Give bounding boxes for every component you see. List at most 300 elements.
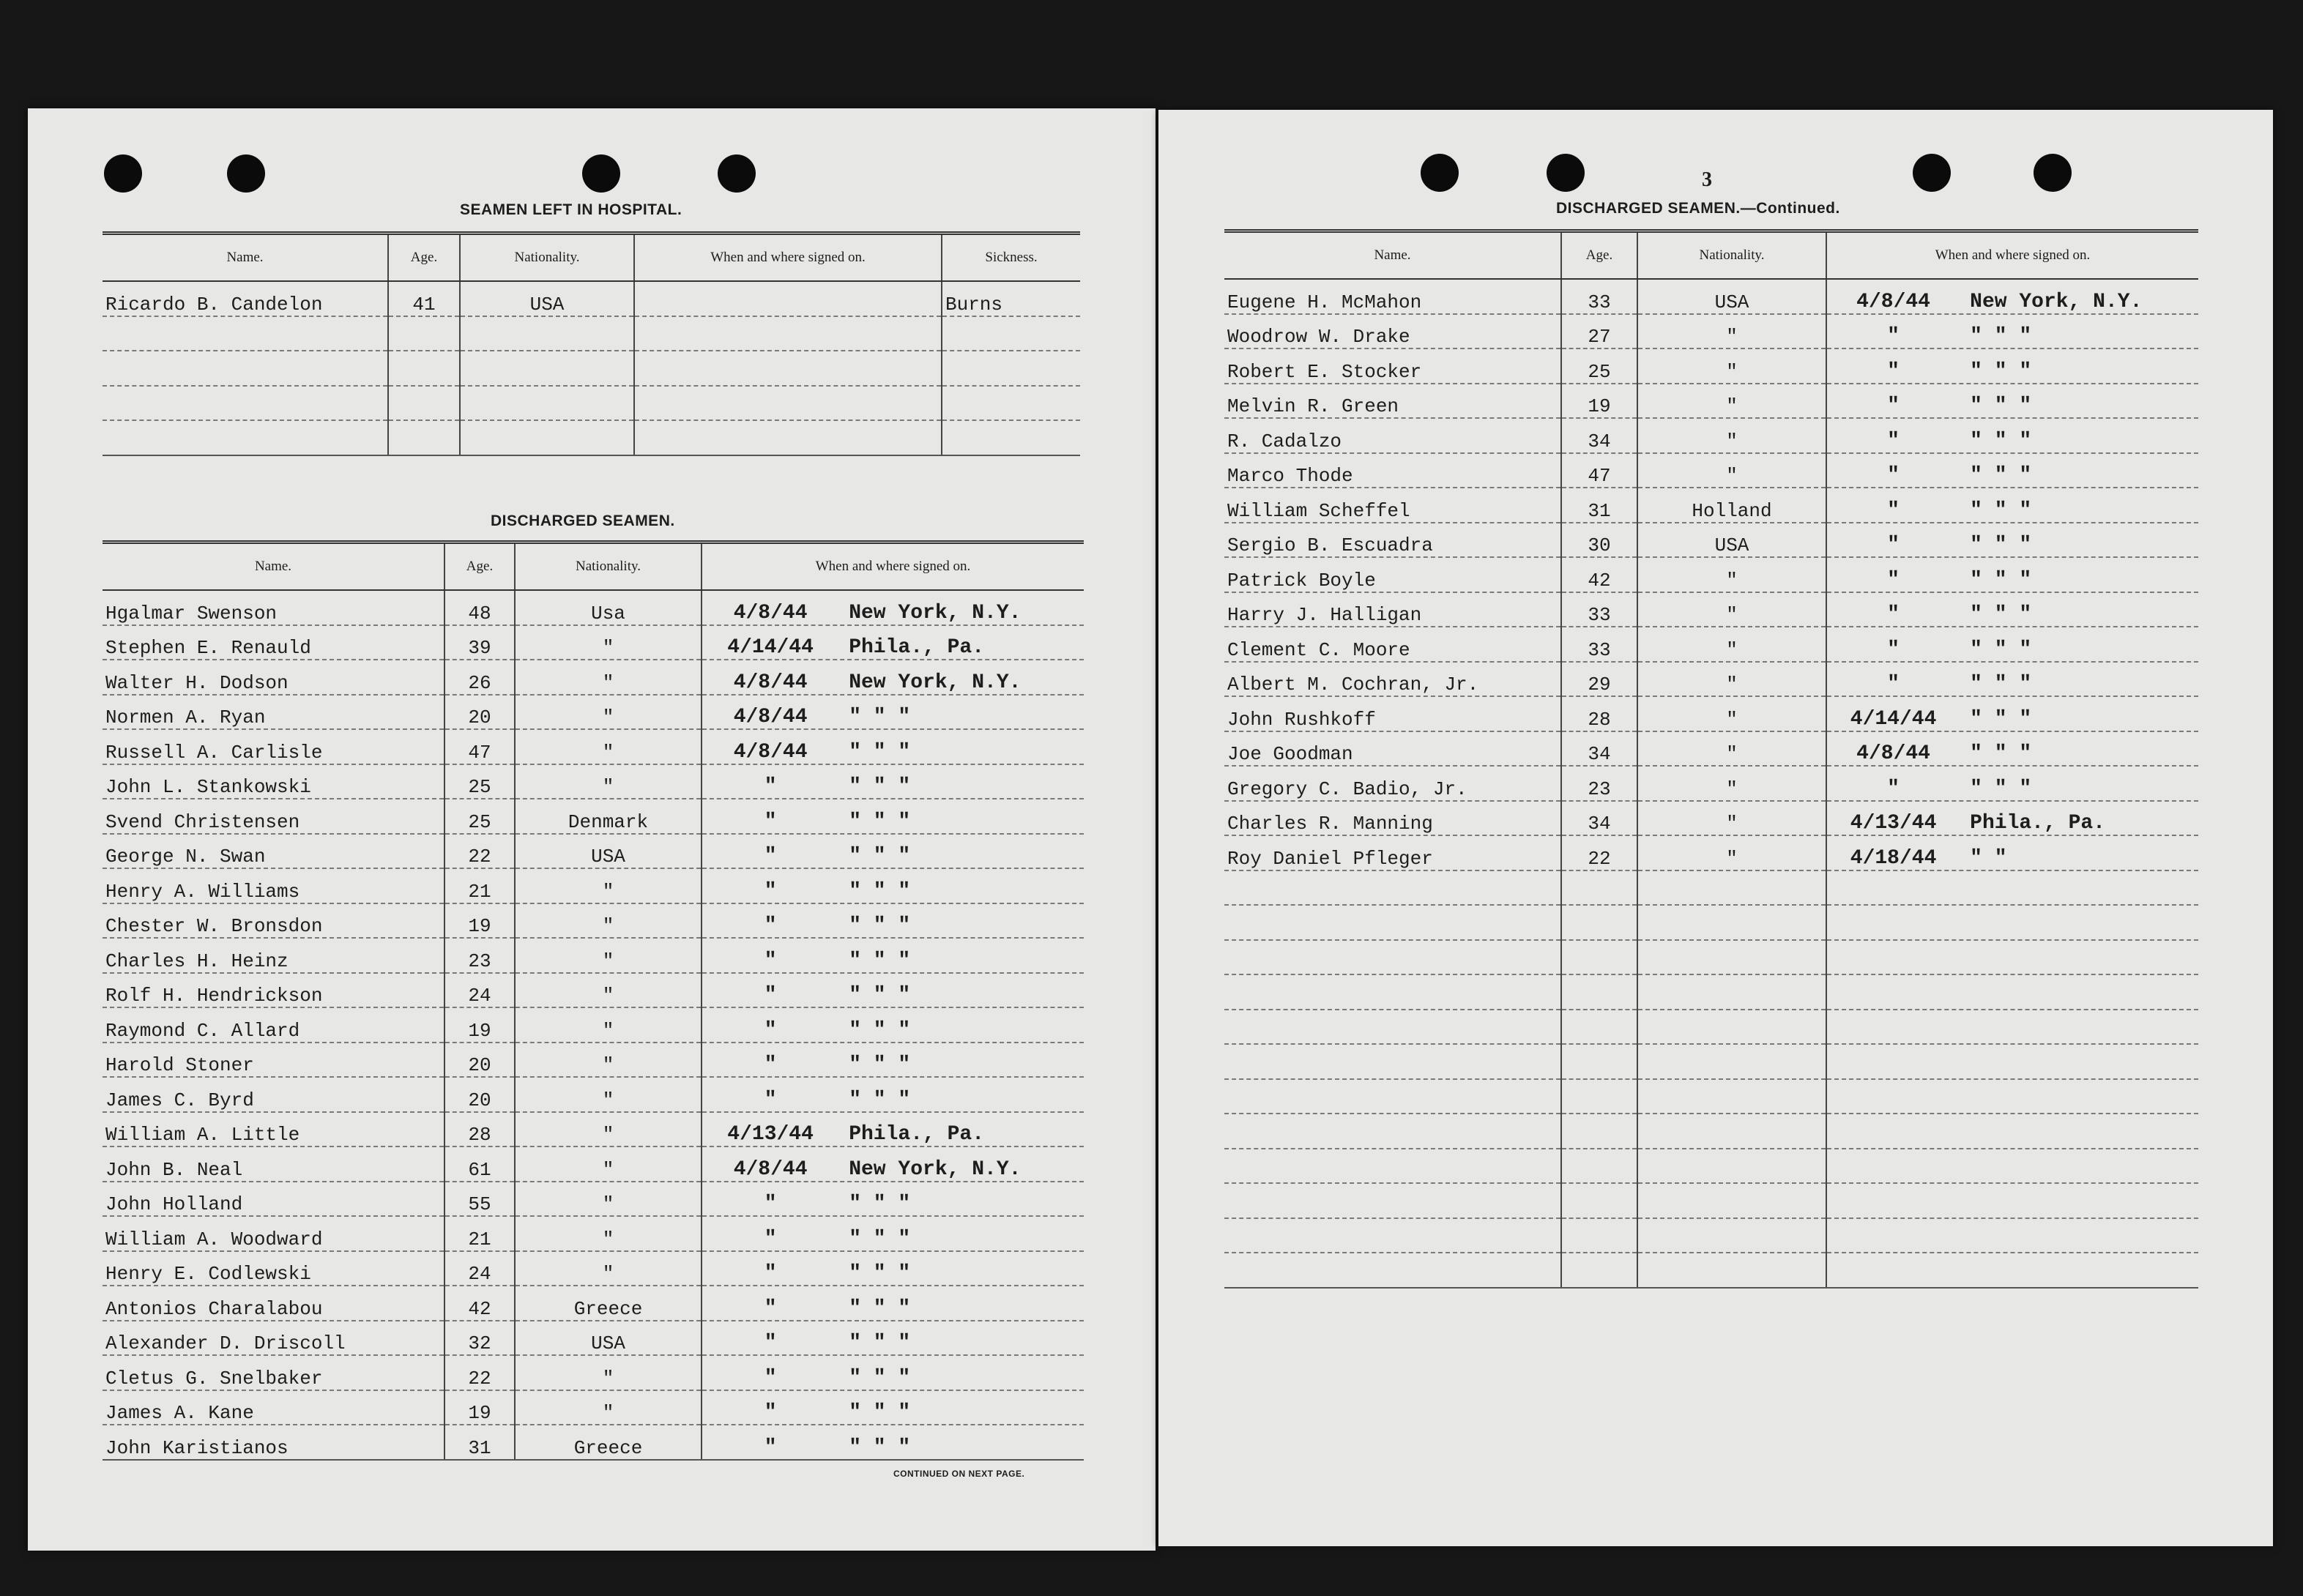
signed-on-date: 4/14/44 xyxy=(1850,707,1937,731)
signed-on-place: New York, N.Y. xyxy=(849,1157,1022,1181)
signed-on-place: Phila., Pa. xyxy=(849,1123,985,1146)
sickness xyxy=(942,316,1080,351)
column-header: When and where signed on. xyxy=(634,235,942,281)
table-row xyxy=(1224,940,2198,975)
signed-on-place: New York, N.Y. xyxy=(849,601,1022,624)
seaman-name: Henry A. Williams xyxy=(103,868,444,903)
signed-on-cell xyxy=(1826,1218,2198,1253)
seaman-name xyxy=(103,420,388,455)
seaman-name: Robert E. Stocker xyxy=(1224,348,1561,384)
seaman-nationality: " xyxy=(515,1355,702,1390)
seaman-nationality xyxy=(460,386,634,421)
seaman-nationality: " xyxy=(515,1077,702,1112)
seaman-age: 26 xyxy=(444,660,515,695)
seaman-nationality xyxy=(1637,1114,1826,1149)
table-row xyxy=(103,868,1084,903)
signed-on-cell xyxy=(702,868,1084,903)
table-row xyxy=(103,1425,1084,1460)
column-header: When and where signed on. xyxy=(1826,233,2198,279)
table-row xyxy=(1224,1079,2198,1114)
table-row xyxy=(103,351,1080,386)
seaman-nationality: Greece xyxy=(515,1286,702,1321)
seaman-age: 22 xyxy=(444,1355,515,1390)
seaman-nationality: " xyxy=(515,1007,702,1043)
signed-on-cell xyxy=(702,1112,1084,1147)
table-row xyxy=(103,1251,1084,1286)
table-row xyxy=(1224,662,2198,697)
seaman-name: John Karistianos xyxy=(103,1425,444,1460)
seaman-name: James C. Byrd xyxy=(103,1077,444,1112)
hospital-table xyxy=(103,231,1080,456)
seaman-nationality xyxy=(1637,974,1826,1010)
seaman-name: Woodrow W. Drake xyxy=(1224,314,1561,349)
signed-on-place: " " " xyxy=(849,1297,911,1320)
signed-on-place: " " " xyxy=(849,914,911,937)
seaman-age: 20 xyxy=(444,695,515,730)
signed-on-date: " xyxy=(1887,673,1900,696)
seaman-name: Svend Christensen xyxy=(103,799,444,834)
signed-on-place: " " " xyxy=(849,740,911,764)
signed-on-place: " " " xyxy=(849,706,911,728)
seaman-age: 31 xyxy=(1561,488,1637,523)
table-row xyxy=(103,1007,1084,1043)
seaman-name: Clement C. Moore xyxy=(1224,627,1561,662)
seaman-nationality: USA xyxy=(1637,279,1826,314)
seaman-nationality: Usa xyxy=(515,590,702,625)
seaman-nationality: " xyxy=(1637,766,1826,801)
table-row xyxy=(1224,348,2198,384)
seaman-age xyxy=(388,386,460,421)
signed-on-place: " " " xyxy=(1970,742,2032,765)
seaman-nationality: " xyxy=(515,660,702,695)
signed-on-cell xyxy=(1826,974,2198,1010)
signed-on-place: " " " xyxy=(849,810,911,833)
signed-on-cell xyxy=(1826,488,2198,523)
column-header: Age. xyxy=(388,235,460,281)
seaman-name: Sergio B. Escuadra xyxy=(1224,523,1561,558)
seaman-name: Normen A. Ryan xyxy=(103,695,444,730)
seaman-name xyxy=(1224,974,1561,1010)
column-header: Nationality. xyxy=(515,544,702,590)
column-header: Name. xyxy=(103,235,388,281)
seaman-name xyxy=(1224,940,1561,975)
table-row xyxy=(1224,766,2198,801)
punch-hole xyxy=(718,154,756,193)
signed-on-date: " xyxy=(1887,534,1900,556)
signed-on-date: " xyxy=(764,1262,777,1285)
signed-on-date: " xyxy=(764,1088,777,1111)
signed-on-cell xyxy=(702,660,1084,695)
signed-on-cell xyxy=(1826,940,2198,975)
table-row xyxy=(103,1390,1084,1425)
seaman-age: 41 xyxy=(388,281,460,316)
seaman-nationality: " xyxy=(515,1251,702,1286)
signed-on-cell xyxy=(702,590,1084,625)
signed-on-cell xyxy=(1826,1044,2198,1079)
seaman-name: John B. Neal xyxy=(103,1146,444,1182)
signed-on-place: " " " xyxy=(1970,534,2032,556)
signed-on-cell xyxy=(634,281,942,316)
table-row xyxy=(103,1112,1084,1147)
signed-on-cell xyxy=(1826,731,2198,767)
signed-on-date: 4/13/44 xyxy=(1850,812,1937,835)
signed-on-cell xyxy=(1826,279,2198,314)
signed-on-cell xyxy=(702,1146,1084,1182)
seaman-age: 33 xyxy=(1561,627,1637,662)
seaman-nationality xyxy=(1637,1044,1826,1079)
seaman-name: Roy Daniel Pfleger xyxy=(1224,835,1561,870)
seaman-nationality xyxy=(460,420,634,455)
table-row xyxy=(103,1216,1084,1251)
seaman-age xyxy=(1561,1010,1637,1045)
table-row xyxy=(103,1182,1084,1217)
right-page xyxy=(1158,110,2273,1546)
seaman-name: Cletus G. Snelbaker xyxy=(103,1355,444,1390)
table-row xyxy=(103,590,1084,625)
hospital-section-title: SEAMEN LEFT IN HOSPITAL. xyxy=(460,201,682,218)
signed-on-place: " " " xyxy=(1970,777,2032,800)
seaman-name: William Scheffel xyxy=(1224,488,1561,523)
seaman-age: 23 xyxy=(444,938,515,973)
column-header: When and where signed on. xyxy=(702,544,1084,590)
signed-on-cell xyxy=(702,1182,1084,1217)
table-row xyxy=(1224,1010,2198,1045)
seaman-age xyxy=(1561,1253,1637,1288)
signed-on-cell xyxy=(1826,1183,2198,1218)
signed-on-place: " " " xyxy=(849,1262,911,1285)
table-row xyxy=(1224,731,2198,767)
table-row xyxy=(1224,314,2198,349)
table-row xyxy=(1224,627,2198,662)
signed-on-cell xyxy=(702,1321,1084,1356)
signed-on-date: " xyxy=(1887,638,1900,661)
seaman-name: Alexander D. Driscoll xyxy=(103,1321,444,1356)
seaman-nationality: Denmark xyxy=(515,799,702,834)
signed-on-place: " " " xyxy=(849,1193,911,1215)
table-row xyxy=(103,281,1080,316)
signed-on-date: 4/8/44 xyxy=(733,1157,808,1181)
seaman-name: Harry J. Halligan xyxy=(1224,592,1561,627)
signed-on-date: " xyxy=(764,1436,777,1459)
signed-on-place: " " " xyxy=(849,1366,911,1390)
signed-on-date: " xyxy=(764,949,777,972)
continued-section-title: DISCHARGED SEAMEN.—Continued. xyxy=(1556,200,1840,217)
discharged-section-title: DISCHARGED SEAMEN. xyxy=(491,512,675,529)
seaman-name: Charles R. Manning xyxy=(1224,801,1561,836)
signed-on-cell xyxy=(1826,870,2198,906)
seaman-age xyxy=(1561,1079,1637,1114)
signed-on-date: " xyxy=(1887,395,1900,417)
seaman-nationality: " xyxy=(1637,731,1826,767)
signed-on-date: 4/14/44 xyxy=(727,636,814,659)
signed-on-cell xyxy=(702,625,1084,660)
seaman-name xyxy=(1224,1044,1561,1079)
column-header: Sickness. xyxy=(942,235,1080,281)
signed-on-place: " " " xyxy=(1970,707,2032,731)
signed-on-cell xyxy=(634,351,942,386)
seaman-name: R. Cadalzo xyxy=(1224,418,1561,453)
seaman-name: Gregory C. Badio, Jr. xyxy=(1224,766,1561,801)
signed-on-place: " " " xyxy=(1970,673,2032,696)
seaman-name: Melvin R. Green xyxy=(1224,384,1561,419)
signed-on-date: " xyxy=(1887,568,1900,592)
signed-on-cell xyxy=(702,1251,1084,1286)
table-row xyxy=(103,1043,1084,1078)
signed-on-place: " " " xyxy=(1970,638,2032,661)
table-row xyxy=(1224,905,2198,940)
signed-on-date: " xyxy=(764,914,777,937)
seaman-age: 32 xyxy=(444,1321,515,1356)
signed-on-cell xyxy=(702,1355,1084,1390)
table-row xyxy=(103,625,1084,660)
seaman-nationality: " xyxy=(515,1390,702,1425)
signed-on-cell xyxy=(702,1216,1084,1251)
seaman-age: 31 xyxy=(444,1425,515,1460)
signed-on-cell xyxy=(1826,592,2198,627)
signed-on-place: Phila., Pa. xyxy=(849,636,985,659)
seaman-name: Stephen E. Renauld xyxy=(103,625,444,660)
seaman-nationality: " xyxy=(1637,696,1826,731)
seaman-name: George N. Swan xyxy=(103,834,444,869)
column-header: Nationality. xyxy=(460,235,634,281)
table-row xyxy=(1224,453,2198,488)
seaman-nationality: USA xyxy=(460,281,634,316)
seaman-age: 20 xyxy=(444,1043,515,1078)
signed-on-place: " " " xyxy=(849,984,911,1007)
table-row xyxy=(1224,801,2198,836)
signed-on-cell xyxy=(1826,696,2198,731)
signed-on-cell xyxy=(1826,418,2198,453)
seaman-name: Marco Thode xyxy=(1224,453,1561,488)
seaman-nationality: " xyxy=(1637,592,1826,627)
signed-on-date: " xyxy=(764,1018,777,1042)
seaman-nationality: " xyxy=(1637,801,1826,836)
seaman-nationality xyxy=(1637,1010,1826,1045)
seaman-age: 19 xyxy=(444,1007,515,1043)
seaman-age: 25 xyxy=(1561,348,1637,384)
signed-on-date: " xyxy=(764,775,777,798)
table-row xyxy=(1224,557,2198,592)
signed-on-cell xyxy=(634,420,942,455)
table-row xyxy=(1224,1253,2198,1288)
signed-on-place: New York, N.Y. xyxy=(849,671,1022,694)
seaman-nationality: " xyxy=(1637,627,1826,662)
discharged-continued-table xyxy=(1224,229,2198,1289)
signed-on-place: " " " xyxy=(849,1088,911,1111)
seaman-nationality: " xyxy=(1637,384,1826,419)
table-row xyxy=(103,420,1080,455)
signed-on-date: " xyxy=(764,984,777,1007)
signed-on-date: " xyxy=(764,1193,777,1215)
seaman-name xyxy=(1224,1114,1561,1149)
seaman-nationality: " xyxy=(1637,662,1826,697)
page-number: 3 xyxy=(1702,168,1712,191)
signed-on-date: " xyxy=(1887,464,1900,487)
table-row xyxy=(103,1077,1084,1112)
seaman-name: Charles H. Heinz xyxy=(103,938,444,973)
punch-hole xyxy=(2034,154,2072,192)
signed-on-cell xyxy=(702,834,1084,869)
seaman-nationality: " xyxy=(515,973,702,1008)
seaman-name: Henry E. Codlewski xyxy=(103,1251,444,1286)
seaman-age: 34 xyxy=(1561,731,1637,767)
signed-on-place: " " " xyxy=(849,1227,911,1250)
seaman-name: John Holland xyxy=(103,1182,444,1217)
punch-hole xyxy=(1547,154,1585,192)
signed-on-place: " " " xyxy=(1970,359,2032,383)
seaman-nationality xyxy=(1637,940,1826,975)
seaman-age xyxy=(1561,1114,1637,1149)
column-header: Nationality. xyxy=(1637,233,1826,279)
signed-on-cell xyxy=(1826,523,2198,558)
table-row xyxy=(103,799,1084,834)
seaman-age xyxy=(1561,1218,1637,1253)
seaman-age: 55 xyxy=(444,1182,515,1217)
table-row xyxy=(1224,1149,2198,1184)
signed-on-date: " xyxy=(1887,603,1900,626)
seaman-nationality: " xyxy=(515,729,702,764)
signed-on-cell xyxy=(1826,1079,2198,1114)
seaman-age: 24 xyxy=(444,973,515,1008)
column-header: Name. xyxy=(103,544,444,590)
punch-hole xyxy=(1913,154,1951,192)
signed-on-cell xyxy=(702,1007,1084,1043)
signed-on-place: " " " xyxy=(1970,429,2032,452)
signed-on-place: " " " xyxy=(1970,603,2032,626)
seaman-nationality: Holland xyxy=(1637,488,1826,523)
seaman-age: 23 xyxy=(1561,766,1637,801)
signed-on-place: " " " xyxy=(1970,395,2032,417)
table-row xyxy=(103,1321,1084,1356)
seaman-age: 19 xyxy=(444,903,515,939)
seaman-nationality: " xyxy=(515,625,702,660)
signed-on-place: " " " xyxy=(849,1018,911,1042)
table-row xyxy=(103,938,1084,973)
signed-on-date: 4/8/44 xyxy=(1856,290,1930,313)
signed-on-cell xyxy=(702,973,1084,1008)
signed-on-place: " " " xyxy=(849,775,911,798)
seaman-age xyxy=(1561,1183,1637,1218)
signed-on-cell xyxy=(1826,384,2198,419)
discharged-table xyxy=(103,540,1084,1461)
seaman-age: 33 xyxy=(1561,279,1637,314)
table-row xyxy=(1224,870,2198,906)
seaman-age xyxy=(1561,974,1637,1010)
seaman-name: John Rushkoff xyxy=(1224,696,1561,731)
seaman-nationality: USA xyxy=(515,1321,702,1356)
punch-hole xyxy=(1421,154,1459,192)
signed-on-cell xyxy=(1826,314,2198,349)
table-row xyxy=(103,973,1084,1008)
seaman-nationality: " xyxy=(515,938,702,973)
signed-on-place: " " " xyxy=(1970,325,2032,348)
signed-on-place: " " " xyxy=(849,879,911,903)
signed-on-place: " " " xyxy=(1970,464,2032,487)
signed-on-place: " " " xyxy=(849,1436,911,1459)
seaman-age: 28 xyxy=(1561,696,1637,731)
seaman-nationality: " xyxy=(515,695,702,730)
seaman-age xyxy=(1561,905,1637,940)
seaman-age: 48 xyxy=(444,590,515,625)
seaman-age: 28 xyxy=(444,1112,515,1147)
seaman-age: 30 xyxy=(1561,523,1637,558)
signed-on-cell xyxy=(1826,627,2198,662)
punch-hole xyxy=(227,154,265,193)
table-row xyxy=(103,316,1080,351)
seaman-name: James A. Kane xyxy=(103,1390,444,1425)
seaman-name xyxy=(1224,870,1561,906)
seaman-nationality xyxy=(1637,1079,1826,1114)
seaman-nationality: USA xyxy=(1637,523,1826,558)
signed-on-date: " xyxy=(764,845,777,868)
seaman-age: 34 xyxy=(1561,801,1637,836)
seaman-name xyxy=(1224,1253,1561,1288)
seaman-nationality xyxy=(1637,1149,1826,1184)
seaman-age: 39 xyxy=(444,625,515,660)
table-row xyxy=(1224,592,2198,627)
seaman-name xyxy=(1224,1010,1561,1045)
signed-on-date: 4/8/44 xyxy=(733,740,808,764)
seaman-age: 47 xyxy=(444,729,515,764)
signed-on-date: 4/8/44 xyxy=(733,671,808,694)
seaman-age: 19 xyxy=(444,1390,515,1425)
seaman-nationality: " xyxy=(1637,453,1826,488)
signed-on-cell xyxy=(1826,453,2198,488)
signed-on-cell xyxy=(702,1043,1084,1078)
signed-on-date: " xyxy=(1887,429,1900,452)
seaman-nationality xyxy=(1637,1253,1826,1288)
table-row xyxy=(1224,974,2198,1010)
signed-on-cell xyxy=(1826,905,2198,940)
seaman-nationality xyxy=(460,316,634,351)
table-row xyxy=(1224,1044,2198,1079)
table-row xyxy=(103,1146,1084,1182)
table-row xyxy=(1224,1114,2198,1149)
seaman-name: Raymond C. Allard xyxy=(103,1007,444,1043)
signed-on-cell xyxy=(1826,557,2198,592)
signed-on-place: " " " xyxy=(1970,568,2032,592)
seaman-age: 34 xyxy=(1561,418,1637,453)
signed-on-date: 4/8/44 xyxy=(1856,742,1930,765)
seaman-nationality: Greece xyxy=(515,1425,702,1460)
seaman-nationality: " xyxy=(1637,418,1826,453)
signed-on-cell xyxy=(702,1425,1084,1460)
signed-on-cell xyxy=(634,386,942,421)
signed-on-cell xyxy=(1826,1114,2198,1149)
table-row xyxy=(103,1355,1084,1390)
seaman-age: 21 xyxy=(444,868,515,903)
seaman-nationality: " xyxy=(515,764,702,799)
punch-hole xyxy=(582,154,620,193)
seaman-name: Hgalmar Swenson xyxy=(103,590,444,625)
sickness: Burns xyxy=(942,281,1080,316)
seaman-name: John L. Stankowski xyxy=(103,764,444,799)
signed-on-place: New York, N.Y. xyxy=(1970,290,2143,313)
seaman-nationality xyxy=(1637,1183,1826,1218)
signed-on-date: " xyxy=(1887,777,1900,800)
seaman-age: 25 xyxy=(444,799,515,834)
signed-on-place: " " " xyxy=(849,1054,911,1076)
signed-on-cell xyxy=(702,903,1084,939)
seaman-name xyxy=(103,316,388,351)
seaman-nationality: " xyxy=(515,868,702,903)
signed-on-cell xyxy=(1826,1010,2198,1045)
signed-on-date: " xyxy=(764,1332,777,1354)
signed-on-date: " xyxy=(764,1297,777,1320)
seaman-name: Ricardo B. Candelon xyxy=(103,281,388,316)
seaman-name xyxy=(1224,1218,1561,1253)
signed-on-date: " xyxy=(764,1054,777,1076)
